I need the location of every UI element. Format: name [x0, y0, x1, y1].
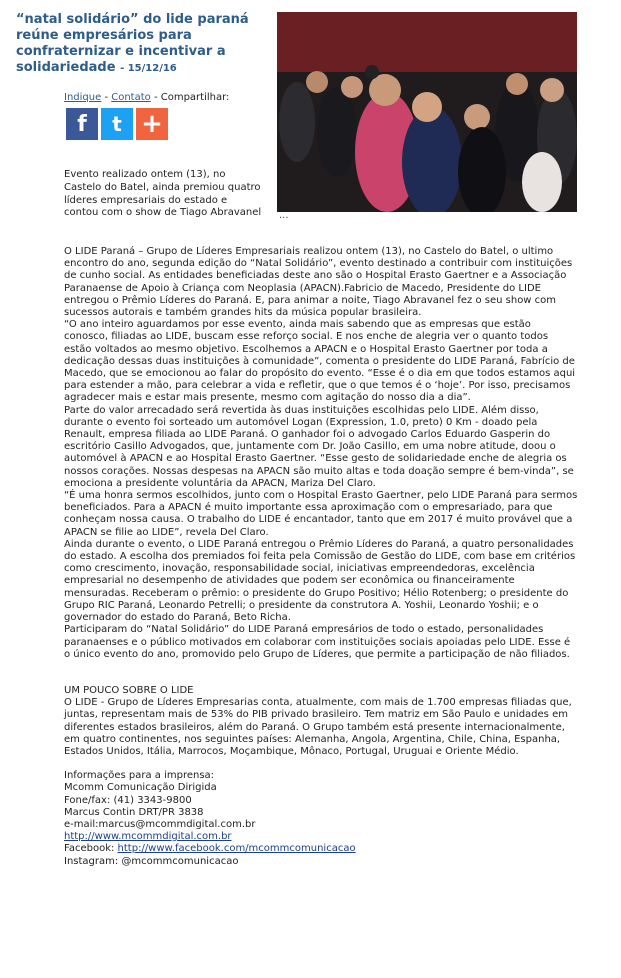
body-paragraph: Parte do valor arrecadado será revertida às duas instituições escolhidas pelo LIDE. Além disso, durante o evento foi sorteado um automóvel Logan (Expression, 1.0, preto) 0 Km - doado pela Renault, empresa filiada ao LIDE Paraná. O ganhador foi o advogado Carlos Eduardo Gasperin do escritório Casillo Advogados, que, juntamente com Dr. João Casillo, em uma nobre atitude, doou o automóvel à APACN e ao Hospital Erasto Gaertner. “Esse gesto de solidariedade enche de alegria os nossos corações. Nossas despesas na APACN são muito altas e toda doação sempre é bem-vinda”, se emociona a presidente voluntária da APACN, Mariza Del Claro. — [64, 404, 574, 489]
share-bar — [64, 92, 229, 103]
article-intro: Evento realizado ontem (13), no Castelo do Batel, ainda premiou quatro líderes empresariais do estado e contou com o show de Tiago Abravanel — [64, 169, 262, 219]
body-paragraph: “É uma honra sermos escolhidos, junto com o Hospital Erasto Gaertner, pelo LIDE Paraná para sermos beneficiados. Para a APACN é muito importante essa aproximação com o empresariado, para que conheçam nossa causa. O trabalho do LIDE é encantador, tanto que em 2017 é muito provável que a APACN se filie ao LIDE”, revela Del Claro. — [64, 490, 578, 538]
contato-link[interactable]: Contato — [111, 92, 151, 103]
body-paragraph: Ainda durante o evento, o LIDE Paraná entregou o Prêmio Líderes do Paraná, a quatro personalidades do estado. A escolha dos premiados foi feita pela Comissão de Gestão do LIDE, com base em critérios como crescimento, inovação, responsabilidade social, iniciativas empreendedoras, excelência empresarial no desempenho de atividades que podem ser econômica ou financeiramente mensuradas. Receberam o prêmio: o presidente do Grupo Positivo; Hélio Rotenberg; o presidente do Grupo RIC Paraná, Leonardo Petrelli; o presidente da construtora A. Yoshii, Leonardo Yoshii; e o governador do estado do Paraná, Beto Richa. — [64, 538, 576, 624]
press-contact: Marcus Contin DRT/PR 3838 — [64, 806, 204, 818]
article-body — [64, 246, 578, 868]
event-photo-image — [277, 12, 577, 212]
press-agency: Mcomm Comunicação Dirigida — [64, 782, 217, 794]
about-text: O LIDE - Grupo de Líderes Empresarias conta, atualmente, com mais de 1.700 empresas filiadas que, juntas, representam mais de 53% do PIB privado brasileiro. Tem matriz em São Paulo e unidades em diferentes estados brasileiros, além do Paraná. O Grupo também está presente internacionalmente, em quatro continentes, nos seguintes países: Alemanha, Angola, Argentina, Chile, China, Espanha, Estados Unidos, Itália, Marrocos, Moçambique, Mônaco, Portugal, Uruguai e Oriente Médio. — [64, 697, 572, 757]
body-paragraph: “O ano inteiro aguardamos por esse evento, ainda mais sabendo que as empresas que estão conosco, filiadas ao LIDE, buscam esse reforço social. E nos enche de alegria ver o quanto todos estão voltados ao mesmo objetivo. Escolhemos a APACN e o Hospital Erasto Gaertner por toda a dedicação dessas duas instituições à comunidade”, comenta o presidente do LIDE Paraná, Fabrício de Macedo, que se emocionou ao falar do propósito do evento. “Esse é o dia em que todos estamos aqui para estender a mão, para celebrar a vida e refletir, que o que temos é o ‘hoje’. Por isso, precisamos agradecer mais e estar mais presente, mesmo com agitação do nosso dia a dia”. — [64, 319, 576, 404]
press-facebook-label: Facebook: — [64, 843, 118, 855]
share-icons — [66, 108, 168, 140]
body-paragraph: Participaram do “Natal Solidário” do LIDE Paraná empresários de todo o estado, personalidades paranaenses e o público motivados em colaborar com instituições sociais apoiadas pelo LIDE. Esse é o único evento do ano, promovido pelo Grupo de Líderes, que permite a participação de não filiados. — [64, 624, 571, 660]
press-email: e-mail:marcus@mcommdigital.com.br — [64, 818, 256, 830]
article-title-text: “natal solidário” do lide paraná reúne empresários para confraternizar e incentivar a solidariedade — [16, 12, 249, 75]
compartilhar-label: - Compartilhar: — [150, 92, 230, 103]
press-instagram: Instagram: @mcommcomunicacao — [64, 855, 239, 867]
indique-link[interactable]: Indique — [64, 92, 102, 103]
about-heading: UM POUCO SOBRE O LIDE — [64, 684, 194, 696]
article-date: - 15/12/16 — [120, 63, 177, 74]
press-facebook-link[interactable]: http://www.facebook.com/mcommcomunicacao — [117, 843, 356, 855]
more-share-icon[interactable]: + — [136, 108, 168, 140]
event-photo[interactable] — [277, 12, 577, 212]
facebook-share-icon[interactable]: f — [66, 108, 98, 140]
article-title — [16, 12, 270, 77]
press-phone: Fone/fax: (41) 3343-9800 — [64, 794, 192, 806]
share-separator: - — [101, 92, 112, 103]
twitter-share-icon[interactable]: t — [101, 108, 133, 140]
press-website-link[interactable]: http://www.mcommdigital.com.br — [64, 831, 232, 843]
body-paragraph: O LIDE Paraná – Grupo de Líderes Empresariais realizou ontem (13), no Castelo do Batel, o ultimo encontro do ano, segunda edição do “Natal Solidário”, evento destinado a contribuir com instituições de cunho social. As entidades beneficiadas deste ano são o Hospital Erasto Gaertner e a Associação Paranaense de Apoio à Criança com Neoplasia (APACN).Fabricio de Macedo, Presidente do LIDE entregou o Prêmio Líderes do Paraná. E, para animar a noite, Tiago Abravanel fez o seu show com sucessos autorais e também grandes hits da música popular brasileira. — [64, 246, 573, 319]
photo-caption-ellipsis: ... — [279, 210, 289, 221]
press-heading: Informações para a imprensa: — [64, 770, 215, 782]
